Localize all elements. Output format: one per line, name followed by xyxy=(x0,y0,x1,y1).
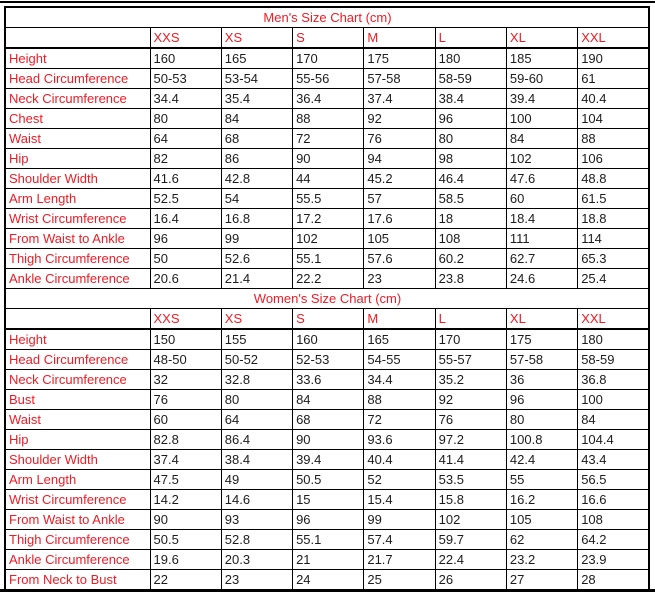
column-header-row xyxy=(5,309,649,330)
value-cell: 55-56 xyxy=(293,69,364,89)
value-cell: 42.8 xyxy=(221,169,292,189)
value-cell: 50.5 xyxy=(293,470,364,490)
value-cell: 76 xyxy=(364,129,435,149)
value-cell: 106 xyxy=(578,149,649,169)
row-label: Ankle Circumference xyxy=(5,550,150,570)
column-header: S xyxy=(293,28,364,49)
value-cell: 54-55 xyxy=(364,350,435,370)
value-cell: 32 xyxy=(150,370,221,390)
value-cell: 40.4 xyxy=(578,89,649,109)
table-row xyxy=(5,149,649,169)
section-title-row xyxy=(5,7,649,28)
value-cell: 55.1 xyxy=(293,530,364,550)
value-cell: 50.5 xyxy=(150,530,221,550)
column-header: L xyxy=(435,309,506,330)
value-cell: 36.4 xyxy=(293,89,364,109)
value-cell: 16.2 xyxy=(506,490,577,510)
section-title: Women's Size Chart (cm) xyxy=(5,289,649,309)
value-cell: 55 xyxy=(506,470,577,490)
value-cell: 17.2 xyxy=(293,209,364,229)
row-label: Arm Length xyxy=(5,189,150,209)
value-cell: 20.3 xyxy=(221,550,292,570)
value-cell: 60.2 xyxy=(435,249,506,269)
value-cell: 16.4 xyxy=(150,209,221,229)
table-row xyxy=(5,570,649,591)
value-cell: 102 xyxy=(435,510,506,530)
value-cell: 14.6 xyxy=(221,490,292,510)
value-cell: 180 xyxy=(578,329,649,350)
value-cell: 170 xyxy=(435,329,506,350)
value-cell: 64 xyxy=(221,410,292,430)
value-cell: 40.4 xyxy=(364,450,435,470)
value-cell: 76 xyxy=(435,410,506,430)
row-label: From Waist to Ankle xyxy=(5,229,150,249)
value-cell: 22.4 xyxy=(435,550,506,570)
value-cell: 72 xyxy=(293,129,364,149)
value-cell: 58-59 xyxy=(578,350,649,370)
value-cell: 37.4 xyxy=(150,450,221,470)
value-cell: 114 xyxy=(578,229,649,249)
value-cell: 86 xyxy=(221,149,292,169)
row-label: Hip xyxy=(5,149,150,169)
value-cell: 96 xyxy=(506,390,577,410)
value-cell: 22 xyxy=(150,570,221,591)
column-header: XXS xyxy=(150,28,221,49)
table-row xyxy=(5,249,649,269)
value-cell: 190 xyxy=(578,48,649,69)
value-cell: 90 xyxy=(150,510,221,530)
size-chart-table xyxy=(4,6,650,591)
table-row xyxy=(5,370,649,390)
value-cell: 38.4 xyxy=(221,450,292,470)
value-cell: 53-54 xyxy=(221,69,292,89)
row-label: Head Circumference xyxy=(5,69,150,89)
value-cell: 84 xyxy=(578,410,649,430)
column-header: M xyxy=(364,28,435,49)
value-cell: 64 xyxy=(150,129,221,149)
row-label: Wrist Circumference xyxy=(5,490,150,510)
row-label: Thigh Circumference xyxy=(5,530,150,550)
value-cell: 165 xyxy=(221,48,292,69)
value-cell: 86.4 xyxy=(221,430,292,450)
value-cell: 24 xyxy=(293,570,364,591)
value-cell: 52.8 xyxy=(221,530,292,550)
value-cell: 104.4 xyxy=(578,430,649,450)
value-cell: 23.2 xyxy=(506,550,577,570)
value-cell: 28 xyxy=(578,570,649,591)
value-cell: 50-53 xyxy=(150,69,221,89)
value-cell: 54 xyxy=(221,189,292,209)
value-cell: 52.6 xyxy=(221,249,292,269)
value-cell: 97.2 xyxy=(435,430,506,450)
value-cell: 35.2 xyxy=(435,370,506,390)
value-cell: 76 xyxy=(150,390,221,410)
value-cell: 102 xyxy=(506,149,577,169)
value-cell: 68 xyxy=(293,410,364,430)
value-cell: 45.2 xyxy=(364,169,435,189)
value-cell: 23.8 xyxy=(435,269,506,289)
value-cell: 47.5 xyxy=(150,470,221,490)
section-title: Men's Size Chart (cm) xyxy=(5,7,649,28)
value-cell: 44 xyxy=(293,169,364,189)
value-cell: 108 xyxy=(578,510,649,530)
value-cell: 36.8 xyxy=(578,370,649,390)
table-row xyxy=(5,430,649,450)
value-cell: 65.3 xyxy=(578,249,649,269)
column-header: XS xyxy=(221,28,292,49)
value-cell: 99 xyxy=(221,229,292,249)
value-cell: 57-58 xyxy=(364,69,435,89)
column-header: XL xyxy=(506,28,577,49)
row-label: Shoulder Width xyxy=(5,169,150,189)
value-cell: 38.4 xyxy=(435,89,506,109)
value-cell: 94 xyxy=(364,149,435,169)
row-label: Arm Length xyxy=(5,470,150,490)
value-cell: 160 xyxy=(150,48,221,69)
row-label: From Neck to Bust xyxy=(5,570,150,591)
row-label: Wrist Circumference xyxy=(5,209,150,229)
value-cell: 100 xyxy=(506,109,577,129)
value-cell: 84 xyxy=(506,129,577,149)
row-label: Neck Circumference xyxy=(5,89,150,109)
value-cell: 14.2 xyxy=(150,490,221,510)
value-cell: 15.8 xyxy=(435,490,506,510)
value-cell: 61.5 xyxy=(578,189,649,209)
value-cell: 175 xyxy=(506,329,577,350)
value-cell: 48-50 xyxy=(150,350,221,370)
value-cell: 21 xyxy=(293,550,364,570)
row-label: Hip xyxy=(5,430,150,450)
value-cell: 34.4 xyxy=(364,370,435,390)
value-cell: 80 xyxy=(506,410,577,430)
value-cell: 39.4 xyxy=(506,89,577,109)
value-cell: 55-57 xyxy=(435,350,506,370)
value-cell: 92 xyxy=(435,390,506,410)
value-cell: 60 xyxy=(506,189,577,209)
corner-cell xyxy=(5,309,150,330)
row-label: Bust xyxy=(5,390,150,410)
value-cell: 57 xyxy=(364,189,435,209)
value-cell: 80 xyxy=(150,109,221,129)
value-cell: 111 xyxy=(506,229,577,249)
value-cell: 62 xyxy=(506,530,577,550)
value-cell: 15.4 xyxy=(364,490,435,510)
size-chart-body xyxy=(5,7,649,590)
row-label: Shoulder Width xyxy=(5,450,150,470)
value-cell: 90 xyxy=(293,430,364,450)
table-row xyxy=(5,450,649,470)
value-cell: 58.5 xyxy=(435,189,506,209)
column-header: M xyxy=(364,309,435,330)
value-cell: 155 xyxy=(221,329,292,350)
value-cell: 16.6 xyxy=(578,490,649,510)
value-cell: 43.4 xyxy=(578,450,649,470)
value-cell: 18 xyxy=(435,209,506,229)
value-cell: 105 xyxy=(364,229,435,249)
table-row xyxy=(5,209,649,229)
table-row xyxy=(5,530,649,550)
value-cell: 60 xyxy=(150,410,221,430)
value-cell: 47.6 xyxy=(506,169,577,189)
table-row xyxy=(5,550,649,570)
value-cell: 82.8 xyxy=(150,430,221,450)
column-header: S xyxy=(293,309,364,330)
value-cell: 34.4 xyxy=(150,89,221,109)
value-cell: 55.1 xyxy=(293,249,364,269)
table-row xyxy=(5,129,649,149)
value-cell: 96 xyxy=(435,109,506,129)
value-cell: 16.8 xyxy=(221,209,292,229)
row-label: Waist xyxy=(5,410,150,430)
value-cell: 19.6 xyxy=(150,550,221,570)
value-cell: 102 xyxy=(293,229,364,249)
value-cell: 35.4 xyxy=(221,89,292,109)
column-header: L xyxy=(435,28,506,49)
value-cell: 104 xyxy=(578,109,649,129)
value-cell: 84 xyxy=(221,109,292,129)
value-cell: 17.6 xyxy=(364,209,435,229)
column-header: XL xyxy=(506,309,577,330)
value-cell: 108 xyxy=(435,229,506,249)
row-label: Height xyxy=(5,329,150,350)
value-cell: 26 xyxy=(435,570,506,591)
value-cell: 185 xyxy=(506,48,577,69)
value-cell: 93.6 xyxy=(364,430,435,450)
value-cell: 53.5 xyxy=(435,470,506,490)
table-row xyxy=(5,269,649,289)
value-cell: 105 xyxy=(506,510,577,530)
value-cell: 96 xyxy=(293,510,364,530)
table-row xyxy=(5,69,649,89)
value-cell: 52.5 xyxy=(150,189,221,209)
value-cell: 150 xyxy=(150,329,221,350)
table-row xyxy=(5,470,649,490)
column-header-row xyxy=(5,28,649,49)
value-cell: 58-59 xyxy=(435,69,506,89)
value-cell: 48.8 xyxy=(578,169,649,189)
value-cell: 84 xyxy=(293,390,364,410)
value-cell: 18.4 xyxy=(506,209,577,229)
value-cell: 90 xyxy=(293,149,364,169)
table-row xyxy=(5,510,649,530)
value-cell: 57.6 xyxy=(364,249,435,269)
value-cell: 59-60 xyxy=(506,69,577,89)
value-cell: 100 xyxy=(578,390,649,410)
table-row xyxy=(5,189,649,209)
value-cell: 96 xyxy=(150,229,221,249)
column-header: XS xyxy=(221,309,292,330)
value-cell: 25 xyxy=(364,570,435,591)
value-cell: 36 xyxy=(506,370,577,390)
value-cell: 100.8 xyxy=(506,430,577,450)
table-row xyxy=(5,350,649,370)
value-cell: 170 xyxy=(293,48,364,69)
value-cell: 82 xyxy=(150,149,221,169)
value-cell: 33.6 xyxy=(293,370,364,390)
value-cell: 80 xyxy=(221,390,292,410)
value-cell: 59.7 xyxy=(435,530,506,550)
value-cell: 61 xyxy=(578,69,649,89)
value-cell: 50 xyxy=(150,249,221,269)
row-label: Waist xyxy=(5,129,150,149)
value-cell: 24.6 xyxy=(506,269,577,289)
value-cell: 98 xyxy=(435,149,506,169)
value-cell: 64.2 xyxy=(578,530,649,550)
value-cell: 23 xyxy=(364,269,435,289)
value-cell: 23 xyxy=(221,570,292,591)
value-cell: 175 xyxy=(364,48,435,69)
section-title-row xyxy=(5,289,649,309)
corner-cell xyxy=(5,28,150,49)
value-cell: 25.4 xyxy=(578,269,649,289)
value-cell: 55.5 xyxy=(293,189,364,209)
value-cell: 49 xyxy=(221,470,292,490)
table-row xyxy=(5,48,649,69)
value-cell: 57.4 xyxy=(364,530,435,550)
value-cell: 37.4 xyxy=(364,89,435,109)
value-cell: 50-52 xyxy=(221,350,292,370)
value-cell: 23.9 xyxy=(578,550,649,570)
value-cell: 52-53 xyxy=(293,350,364,370)
row-label: Neck Circumference xyxy=(5,370,150,390)
table-row xyxy=(5,169,649,189)
table-row xyxy=(5,390,649,410)
value-cell: 92 xyxy=(364,109,435,129)
value-cell: 15 xyxy=(293,490,364,510)
value-cell: 42.4 xyxy=(506,450,577,470)
bottom-horizontal-rule xyxy=(0,589,655,592)
table-row xyxy=(5,89,649,109)
value-cell: 57-58 xyxy=(506,350,577,370)
table-row xyxy=(5,109,649,129)
row-label: Ankle Circumference xyxy=(5,269,150,289)
value-cell: 22.2 xyxy=(293,269,364,289)
value-cell: 56.5 xyxy=(578,470,649,490)
value-cell: 62.7 xyxy=(506,249,577,269)
column-header: XXL xyxy=(578,309,649,330)
value-cell: 52 xyxy=(364,470,435,490)
value-cell: 18.8 xyxy=(578,209,649,229)
column-header: XXS xyxy=(150,309,221,330)
value-cell: 39.4 xyxy=(293,450,364,470)
value-cell: 72 xyxy=(364,410,435,430)
row-label: Chest xyxy=(5,109,150,129)
value-cell: 21.4 xyxy=(221,269,292,289)
table-row xyxy=(5,229,649,249)
value-cell: 27 xyxy=(506,570,577,591)
value-cell: 99 xyxy=(364,510,435,530)
value-cell: 46.4 xyxy=(435,169,506,189)
column-header: XXL xyxy=(578,28,649,49)
value-cell: 93 xyxy=(221,510,292,530)
value-cell: 88 xyxy=(293,109,364,129)
value-cell: 41.6 xyxy=(150,169,221,189)
table-row xyxy=(5,329,649,350)
value-cell: 180 xyxy=(435,48,506,69)
row-label: From Waist to Ankle xyxy=(5,510,150,530)
value-cell: 160 xyxy=(293,329,364,350)
value-cell: 41.4 xyxy=(435,450,506,470)
top-horizontal-rule xyxy=(0,1,655,3)
table-row xyxy=(5,490,649,510)
row-label: Thigh Circumference xyxy=(5,249,150,269)
value-cell: 88 xyxy=(364,390,435,410)
row-label: Head Circumference xyxy=(5,350,150,370)
value-cell: 88 xyxy=(578,129,649,149)
value-cell: 165 xyxy=(364,329,435,350)
value-cell: 21.7 xyxy=(364,550,435,570)
row-label: Height xyxy=(5,48,150,69)
value-cell: 32.8 xyxy=(221,370,292,390)
table-row xyxy=(5,410,649,430)
value-cell: 20.6 xyxy=(150,269,221,289)
value-cell: 68 xyxy=(221,129,292,149)
value-cell: 80 xyxy=(435,129,506,149)
